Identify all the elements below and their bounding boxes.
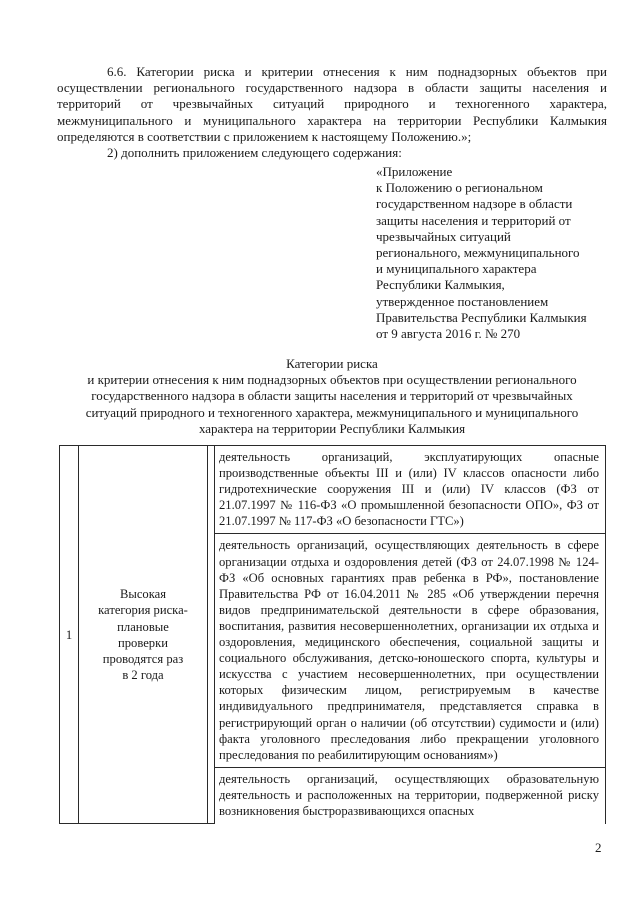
appendix-line: чрезвычайных ситуаций bbox=[376, 228, 511, 244]
category-line: плановые bbox=[117, 619, 169, 634]
document-title bbox=[57, 356, 607, 437]
appendix-header bbox=[376, 164, 616, 342]
title-line: ситуаций природного и техногенного характера, межмуниципального и муниципального bbox=[85, 404, 579, 420]
paragraph-6-6: 6.6. Категории риска и критерии отнесения к ним поднадзорных объектов при осуществлении регионального государственного надзора в области защиты населения и территорий от чрезвычайных ситуаций природного и техногенного характера, межмуниципального и муниципального характера на территории Республики Калмыкия определяются в соответствии с приложением к настоящему Положению.»; bbox=[57, 64, 607, 144]
appendix-line: утвержденное постановлением bbox=[376, 293, 549, 309]
category-line: в 2 года bbox=[122, 667, 164, 682]
page-number: 2 bbox=[595, 840, 602, 855]
category-line: проводятся раз bbox=[102, 651, 184, 666]
appendix-line: к Положению о региональном bbox=[376, 180, 543, 196]
intro-section bbox=[57, 64, 607, 161]
criteria-cell: деятельность организаций, осуществляющих деятельность в сфере организации отдыха и оздоровления детей (ФЗ от 24.07.1998 № 124-ФЗ «Об основных гарантиях прав ребенка в РФ», постановление Правительства РФ от 16.04.2011 № 285 «Об утверждении перечня видов предпринимательской деятельности в сфере образования, воспитания, развития несовершеннолетних, организации их отдыха и оздоровления, медицинского обеспечения, социальной защиты и социального обслуживания, детско-юношеского спорта, культуры и искусства с участием несовершеннолетних, при осуществлении которых физическим лицом, регистрируемым в качестве индивидуального предпринимателя, представляется справка в регистрирующий орган о наличии (об отсутствии) судимости и (или) факта уголовного преследования либо прекращении уголовного преследования по реабилитирующим основаниям») bbox=[215, 534, 606, 767]
row-number-cell: 1 bbox=[60, 446, 79, 824]
appendix-line: регионального, межмуниципального bbox=[376, 245, 580, 261]
appendix-line: Республики Калмыкия, bbox=[376, 277, 505, 293]
title-line: государственного надзора в области защиты населения и территорий от чрезвычайных bbox=[91, 388, 573, 404]
appendix-line: государственном надзоре в области bbox=[376, 196, 573, 212]
category-line: категория риска- bbox=[98, 603, 188, 618]
appendix-line: от 9 августа 2016 г. № 270 bbox=[376, 326, 521, 342]
criteria-cell: деятельность организаций, осуществляющих образовательную деятельность и расположенных на территории, подверженной риску возникновения быстроразвивающихся опасных bbox=[215, 767, 606, 824]
category-cell bbox=[79, 446, 208, 824]
appendix-line: защиты населения и территорий от bbox=[376, 212, 571, 228]
title-line: и критерии отнесения к ним поднадзорных объектов при осуществлении регионального bbox=[87, 372, 577, 388]
title-line: характера на территории Республики Калмыкия bbox=[198, 420, 466, 436]
category-line: Высокая bbox=[119, 587, 167, 602]
criteria-cell: деятельность организаций, эксплуатирующих опасные производственные объекты III и (или) IV классов опасности либо гидротехнические сооружения III и (или) IV классов (ФЗ от 21.07.1997 № 116-ФЗ «О промышленной безопасности ОПО», ФЗ от 21.07.1997 № 117-ФЗ «О безопасности ГТС») bbox=[215, 446, 606, 534]
appendix-line: и муниципального характера bbox=[376, 261, 537, 277]
table-row bbox=[60, 446, 606, 534]
risk-category-table bbox=[59, 445, 606, 824]
paragraph-2: 2) дополнить приложением следующего содержания: bbox=[107, 145, 402, 161]
category-line: проверки bbox=[118, 635, 168, 650]
title-line: Категории риска bbox=[286, 356, 378, 371]
appendix-line: Правительства Республики Калмыкия bbox=[376, 309, 587, 325]
spacer-cell bbox=[208, 446, 215, 824]
appendix-line: «Приложение bbox=[376, 164, 453, 179]
